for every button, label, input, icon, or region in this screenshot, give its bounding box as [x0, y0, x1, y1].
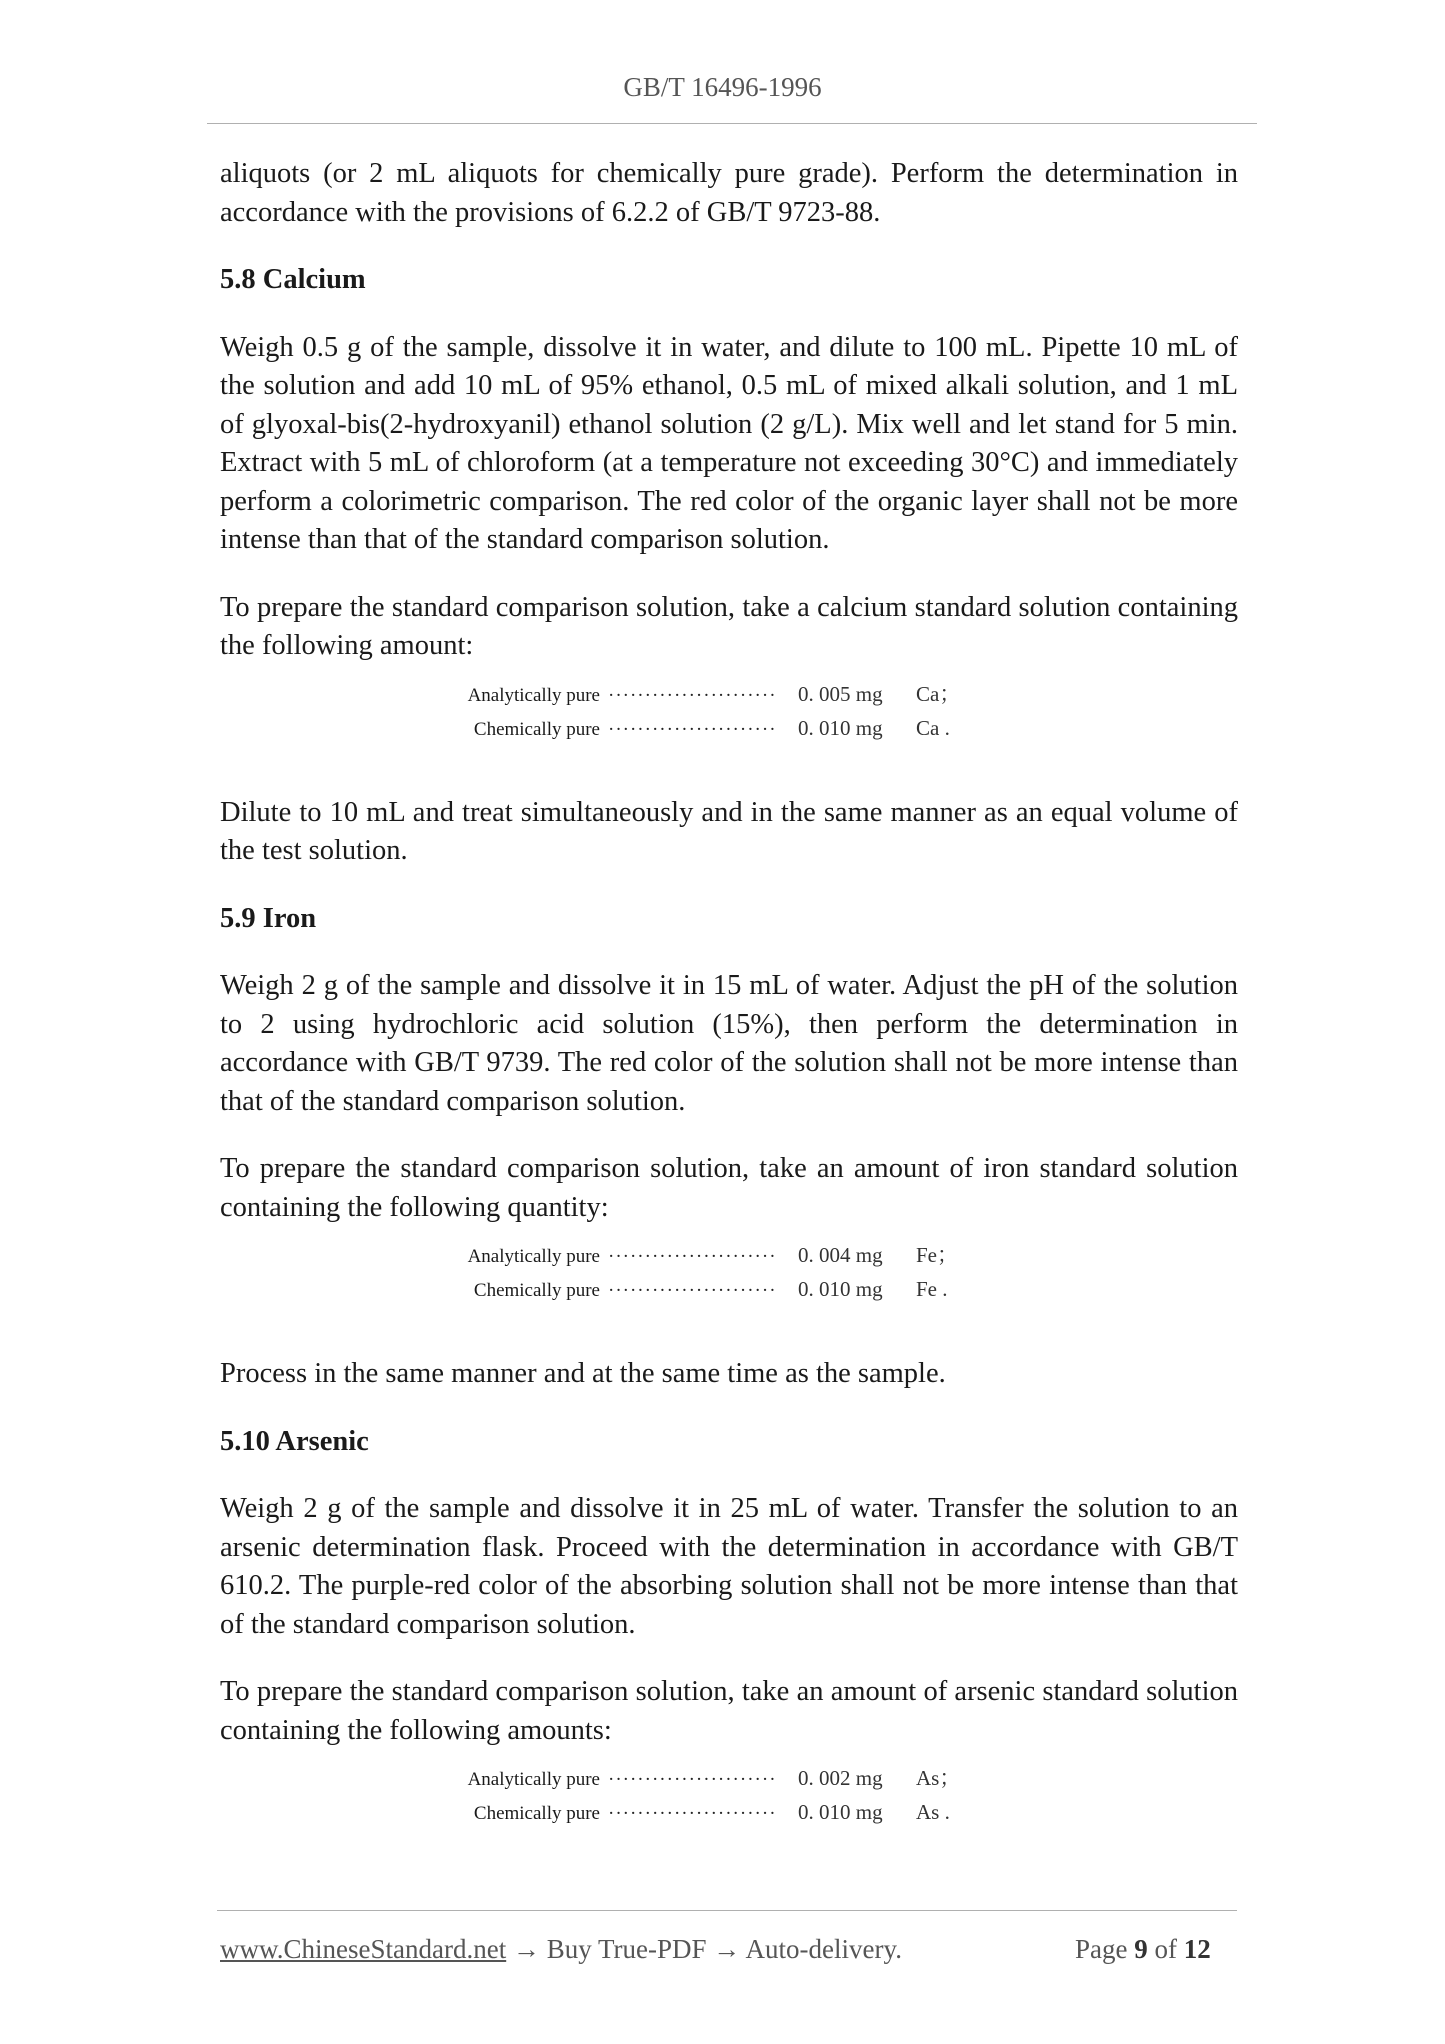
- header-divider: [207, 123, 1257, 124]
- page-number: [1075, 1934, 1211, 1965]
- requirement-row: [220, 1277, 1238, 1315]
- site-link[interactable]: www.ChineseStandard.net: [220, 1934, 507, 1964]
- calcium-procedure-paragraph: Weigh 0.5 g of the sample, dissolve it in water, and dilute to 100 mL. Pipette 10 mL of the solution and add 10 mL of 95% ethanol, 0.5 mL of mixed alkali solution, and 1 mL of glyoxal-bis(2-hydroxyanil) ethanol solution (2 g/L). Mix well and let stand for 5 min. Extract with 5 mL of chloroform (at a temperature not exceeding 30°C) and immediately perform a colorimetric comparison. The red color of the organic layer shall not be more intense than that of the standard comparison solution.: [220, 331, 1238, 555]
- quantity-value: 0. 010 mg: [798, 715, 883, 740]
- requirement-row: [220, 678, 1238, 716]
- intro-paragraph: aliquots (or 2 mL aliquots for chemically pure grade). Perform the determination in accordance with the provisions of 6.2.2 of GB/T 9723-88.: [220, 158, 1238, 228]
- arrow-icon: →: [706, 1934, 746, 1964]
- buy-text: Buy True-PDF: [546, 1934, 707, 1964]
- current-page: 9: [1134, 1934, 1148, 1964]
- grade-label: Chemically pure: [473, 718, 600, 740]
- requirement-row: [220, 1762, 1238, 1800]
- leader-dots: ·······················: [608, 1246, 777, 1267]
- element-symbol: Ca；: [916, 681, 961, 706]
- iron-standard-paragraph: To prepare the standard comparison solution, take an amount of iron standard solution containing the following quantity:: [220, 1153, 1238, 1223]
- leader-dots: ·······················: [608, 1769, 777, 1790]
- element-symbol: As .: [916, 1800, 950, 1824]
- delivery-text: Auto-delivery.: [745, 1934, 902, 1964]
- iron-process-paragraph: Process in the same manner and at the same time as the sample.: [220, 1358, 946, 1389]
- total-pages: 12: [1183, 1934, 1211, 1964]
- calcium-dilute-paragraph: Dilute to 10 mL and treat simultaneously and in the same manner as an equal volume of the test solution.: [220, 796, 1238, 866]
- quantity-value: 0. 010 mg: [798, 1277, 883, 1301]
- iron-requirements-table: [220, 1239, 1238, 1315]
- grade-label: Chemically pure: [473, 1803, 600, 1824]
- arsenic-procedure-paragraph: Weigh 2 g of the sample and dissolve it in 25 mL of water. Transfer the solution to an arsenic determination flask. Proceed with the determination in accordance with GB/T 610.2. The purple-red color of the absorbing solution shall not be more intense than that of the standard comparison solution.: [220, 1493, 1238, 1640]
- section-heading-iron: 5.9 Iron: [220, 902, 317, 934]
- leader-dots: ·······················: [608, 718, 777, 740]
- section-heading-arsenic: 5.10 Arsenic: [220, 1425, 369, 1457]
- quantity-value: 0. 002 mg: [798, 1766, 883, 1790]
- section-heading-calcium: 5.8 Calcium: [220, 264, 366, 295]
- requirement-row: [220, 716, 1238, 754]
- arsenic-requirements-table: [220, 1762, 1238, 1838]
- requirement-row: [220, 1800, 1238, 1838]
- footer-promo: [220, 1934, 902, 1965]
- element-symbol: As；: [916, 1766, 961, 1790]
- calcium-requirements-table: [220, 678, 1238, 754]
- page-header-title: GB/T 16496-1996: [623, 72, 822, 102]
- footer-divider: [217, 1910, 1237, 1911]
- quantity-value: 0. 005 mg: [798, 681, 883, 706]
- requirement-row: [220, 1239, 1238, 1277]
- element-symbol: Ca .: [916, 715, 950, 740]
- document-body: [220, 155, 1238, 1878]
- leader-dots: ·······················: [608, 684, 777, 706]
- grade-label: Analytically pure: [467, 684, 600, 706]
- quantity-value: 0. 010 mg: [798, 1800, 883, 1824]
- element-symbol: Fe .: [916, 1277, 948, 1301]
- leader-dots: ·······················: [608, 1803, 777, 1824]
- element-symbol: Fe；: [916, 1243, 958, 1267]
- quantity-value: 0. 004 mg: [798, 1243, 883, 1267]
- grade-label: Analytically pure: [467, 1246, 600, 1267]
- arrow-icon: →: [506, 1934, 547, 1964]
- arsenic-standard-paragraph: To prepare the standard comparison solution, take an amount of arsenic standard solution containing the following amounts:: [220, 1676, 1238, 1746]
- grade-label: Chemically pure: [473, 1280, 600, 1301]
- leader-dots: ·······················: [608, 1280, 777, 1301]
- of-word: of: [1154, 1934, 1177, 1964]
- calcium-standard-paragraph: To prepare the standard comparison solution, take a calcium standard solution containing the following amount:: [220, 591, 1238, 661]
- grade-label: Analytically pure: [467, 1769, 600, 1790]
- iron-procedure-paragraph: Weigh 2 g of the sample and dissolve it in 15 mL of water. Adjust the pH of the solution to 2 using hydrochloric acid solution (15%), then perform the determination in accordance with GB/T 9739. The red color of the solution shall not be more intense than that of the standard comparison solution.: [220, 970, 1238, 1117]
- page-word: Page: [1075, 1934, 1128, 1964]
